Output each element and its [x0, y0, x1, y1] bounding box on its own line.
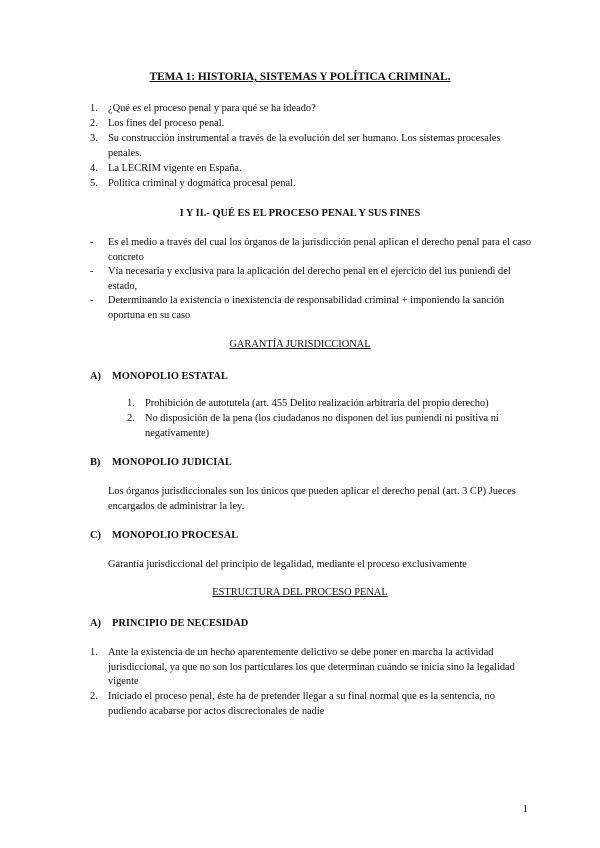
list-item: Prohibición de autotutela (art. 455 Delito realización arbitraria del propio derecho) [145, 398, 489, 409]
list-number: 1. [90, 647, 98, 658]
bullet-item: Es el medio a través del cual los órganos de la jurisdicción penal aplican el derecho penal para el caso concreto [108, 237, 532, 263]
list-number: 4. [90, 163, 98, 174]
subheading-title: PRINCIPIO DE NECESIDAD [112, 618, 249, 629]
paragraph: Garantía jurisdiccional del principio de legalidad, mediante el proceso exclusivamente [108, 559, 467, 570]
subheading-letter: C) [90, 530, 101, 541]
bullet-mark: - [90, 237, 94, 248]
list-item: Iniciado el proceso penal, éste ha de pretender llegar a su final normal que es la sentencia, no pudiendo acabarse por actos discrecionales de nadie [108, 691, 495, 717]
list-number: 2. [90, 118, 98, 129]
list-item: Ante la existencia de un hecho aparentemente delictivo se debe poner en marcha la actividad jurisdiccional, ya que no son los particulares los que determinan cuándo se inicia sino la legalidad vigente [108, 647, 515, 688]
bullet-mark: - [90, 295, 94, 306]
list-number: 2. [127, 413, 135, 424]
document-title: TEMA 1: HISTORIA, SISTEMAS Y POLÍTICA CRIMINAL. [149, 71, 451, 83]
list-item: Los fines del proceso penal. [108, 118, 225, 129]
list-item: Política criminal y dogmática procesal penal. [108, 178, 296, 189]
subheading-letter: A) [90, 371, 101, 382]
list-item: No disposición de la pena (los ciudadanos no disponen del ius puniendi ni positiva ni negativamente) [145, 413, 499, 439]
section-heading: GARANTÍA JURISDICCIONAL [229, 339, 371, 350]
subheading-letter: B) [90, 457, 101, 468]
bullet-mark: - [90, 266, 94, 277]
list-number: 5. [90, 178, 98, 189]
list-item: Su construcción instrumental a través de la evolución del ser humano. Los sistemas procesales penales. [108, 133, 501, 159]
list-number: 3. [90, 133, 98, 144]
bullet-item: Determinando la existencia o inexistencia de responsabilidad criminal + imponiendo la sanción oportuna en su caso [108, 295, 505, 321]
page-number: 1 [522, 803, 528, 815]
list-number: 2. [90, 691, 98, 702]
bullet-item: Vía necesaria y exclusiva para la aplicación del derecho penal en el ejercicio del ius puniendi del estado, [108, 266, 511, 292]
paragraph: Los órganos jurisdiccionales son los únicos que pueden aplicar el derecho penal (art. 3 CP) Jueces encargados de administrar la ley. [108, 486, 516, 512]
section-heading: ESTRUCTURA DEL PROCESO PENAL [212, 587, 388, 598]
list-item: La LECRIM vigente en España. [108, 163, 242, 174]
subheading-letter: A) [90, 618, 101, 629]
subheading-title: MONOPOLIO JUDICIAL [112, 457, 232, 468]
subheading-title: MONOPOLIO PROCESAL [112, 530, 239, 541]
section-heading: I Y II.- QUÉ ES EL PROCESO PENAL Y SUS FINES [179, 208, 421, 219]
list-number: 1. [127, 398, 135, 409]
list-item: ¿Qué es el proceso penal y para qué se ha ideado? [108, 103, 316, 114]
list-number: 1. [90, 103, 98, 114]
subheading-title: MONOPOLIO ESTATAL [112, 371, 228, 382]
